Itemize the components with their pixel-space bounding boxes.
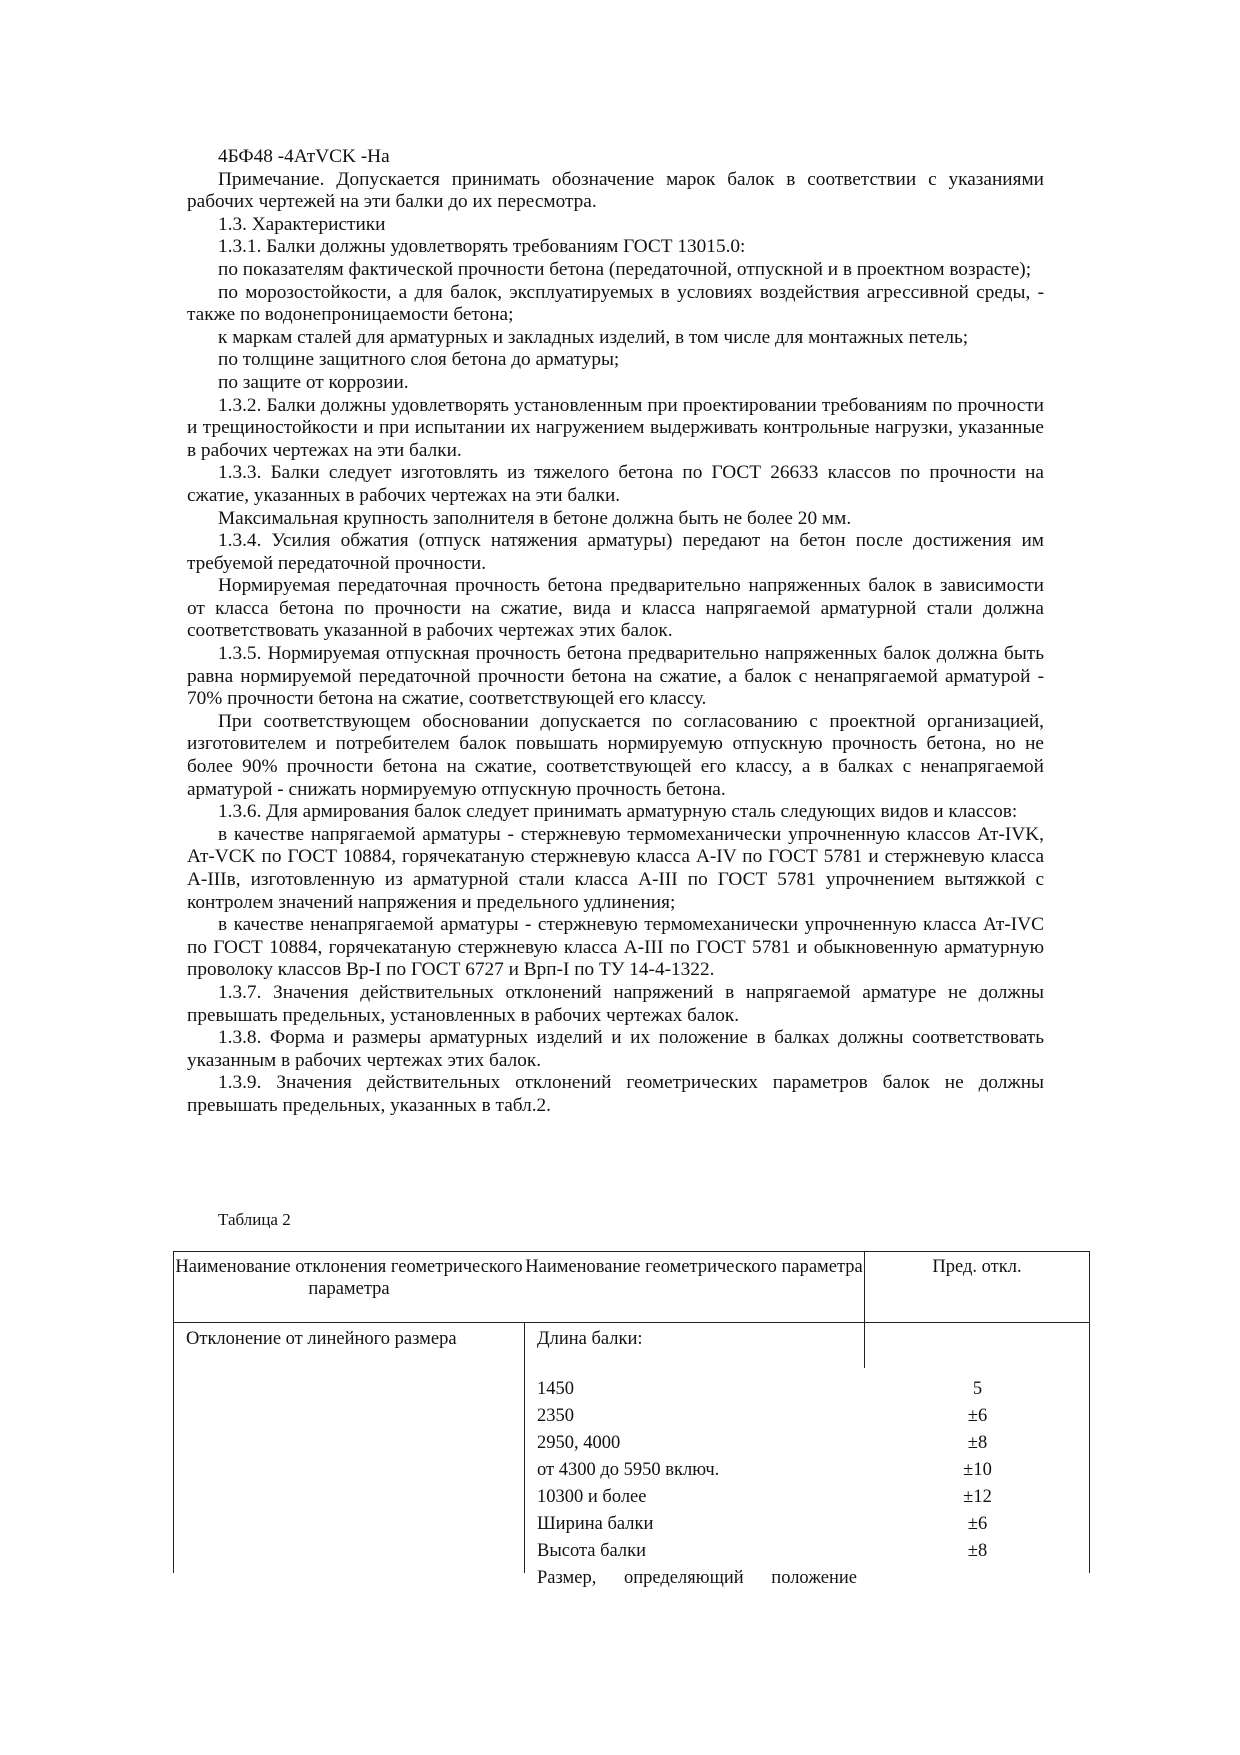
table-cell: ±12 (963, 1487, 992, 1507)
paragraph: 1.3. Характеристики (218, 213, 386, 235)
table-cell: ±6 (967, 1514, 988, 1534)
column-header: Пред. откл. (864, 1252, 1089, 1322)
table-cell: Ширина балки (537, 1514, 654, 1534)
paragraph: по толщине защитного слоя бетона до арматуры; (218, 349, 620, 371)
column-divider (524, 1323, 525, 1573)
paragraph: 4БФ48 -4АтVCK -На (218, 146, 390, 167)
paragraph: 1.3.9. Значения действительных отклонений геометрических параметров балок не должны превышать предельных, указанных в табл.2. (187, 1072, 1044, 1116)
column-header: Наименование отклонения геометрического параметра (175, 1257, 523, 1299)
tolerance-table (173, 1251, 1090, 1588)
paragraph: в качестве напрягаемой арматуры - стержневую термомеханически упрочненную классов Ат-IVK, Ат-VCK по ГОСТ 10884, горячекатаную стержневую класса A-IV по ГОСТ 5781 и стержневую класса А-IIIв, изготовленную из арматурной стали класса А-III по ГОСТ 5781 упрочнением вытяжкой с контролем значений напряжения и предельного удлинения; (187, 823, 1044, 913)
table-cell: 2950, 4000 (537, 1433, 621, 1453)
paragraph: 1.3.1. Балки должны удовлетворять требованиям ГОСТ 13015.0: (218, 236, 746, 258)
paragraph: 1.3.4. Усилия обжатия (отпуск натяжения арматуры) передают на бетон после достижения им требуемой передаточной прочности. (187, 530, 1044, 574)
paragraph: Максимальная крупность заполнителя в бетоне должна быть не более 20 мм. (218, 507, 852, 529)
paragraph: к маркам сталей для арматурных и закладных изделий, в том числе для монтажных петель; (218, 326, 969, 348)
table-cell: Отклонение от линейного размера (186, 1329, 457, 1349)
paragraph: Примечание. Допускается принимать обозначение марок балок в соответствии с указаниями рабочих чертежей на эти балки до их пересмотра. (187, 168, 1044, 213)
table-cell: Длина балки: (537, 1329, 643, 1349)
table-cell: 2350 (537, 1406, 574, 1426)
paragraph: 1.3.6. Для армирования балок следует принимать арматурную сталь следующих видов и классов: (218, 801, 1018, 823)
param-column (537, 1326, 857, 1592)
paragraph: 1.3.3. Балки следует изготовлять из тяжелого бетона по ГОСТ 26633 классов по прочности на сжатие, указанных в рабочих чертежах на эти балки. (187, 462, 1044, 506)
table-cell: ±6 (967, 1406, 988, 1426)
table-cell: 10300 и более (537, 1487, 647, 1507)
table-cell: ±8 (967, 1433, 988, 1453)
table-cell: Размер, определяющий положение (537, 1568, 857, 1588)
table-cell: ±8 (967, 1541, 988, 1561)
table-body (173, 1323, 1090, 1588)
paragraph: 1.3.8. Форма и размеры арматурных изделий и их положение в балках должны соответствовать указанным в рабочих чертежах этих балок. (187, 1027, 1044, 1071)
table-header (173, 1251, 1090, 1323)
table-cell: от 4300 до 5950 включ. (537, 1460, 720, 1480)
paragraph: 1.3.2. Балки должны удовлетворять установленным при проектировании требованиям по прочности и трещиностойкости и при испытании их нагружением выдерживать контрольные нагрузки, указанные в рабочих чертежах на эти балки. (187, 394, 1044, 461)
paragraph: по показателям фактической прочности бетона (передаточной, отпускной и в проектном возрасте); (218, 258, 1032, 280)
column-header: Наименование геометрического параметра (525, 1257, 863, 1277)
table-caption: Таблица 2 (218, 1210, 291, 1229)
table-cell: 1450 (537, 1379, 574, 1399)
paragraph: по морозостойкости, а для балок, эксплуатируемых в условиях воздействия агрессивной среды, - также по водонепроницаемости бетона; (187, 281, 1044, 326)
tolerance-column (866, 1376, 1089, 1565)
paragraph: При соответствующем обосновании допускается по согласованию с проектной организацией, изготовителем и потребителем балок повышать нормируемую отпускную прочность бетона, но не более 90% прочности бетона на сжатие, соответствующей его классу, а в балках с ненапрягаемой арматурой - снижать нормируемую отпускную прочность бетона. (187, 710, 1044, 800)
paragraph: Нормируемая передаточная прочность бетона предварительно напряженных балок в зависимости от класса бетона по прочности на сжатие, вида и класса напрягаемой арматурной стали должна соответствовать указанной в рабочих чертежах этих балок. (187, 575, 1044, 642)
paragraph: по защите от коррозии. (218, 371, 409, 393)
table-cell: 5 (972, 1379, 983, 1399)
paragraph: 1.3.7. Значения действительных отклонений напряжений в напрягаемой арматуре не должны превышать предельных, установленных в рабочих чертежах балок. (187, 981, 1044, 1026)
table-cell: ±10 (963, 1460, 992, 1480)
document-body (187, 146, 1044, 1118)
table-cell: Высота балки (537, 1541, 647, 1561)
paragraph: 1.3.5. Нормируемая отпускная прочность бетона предварительно напряженных балок должна быть равна нормируемой передаточной прочности бетона на сжатие, а балок с ненапрягаемой арматурой - 70% прочности бетона на сжатие, соответствующей его классу. (187, 643, 1044, 710)
column-divider (864, 1323, 865, 1368)
paragraph: в качестве ненапрягаемой арматуры - стержневую термомеханически упрочненную класса Ат-IVC по ГОСТ 10884, горячекатаную стержневую класса А-III по ГОСТ 5781 и обыкновенную арматурную проволоку классов Вр-I по ГОСТ 6727 и Врп-I по ТУ 14-4-1322. (187, 914, 1044, 981)
